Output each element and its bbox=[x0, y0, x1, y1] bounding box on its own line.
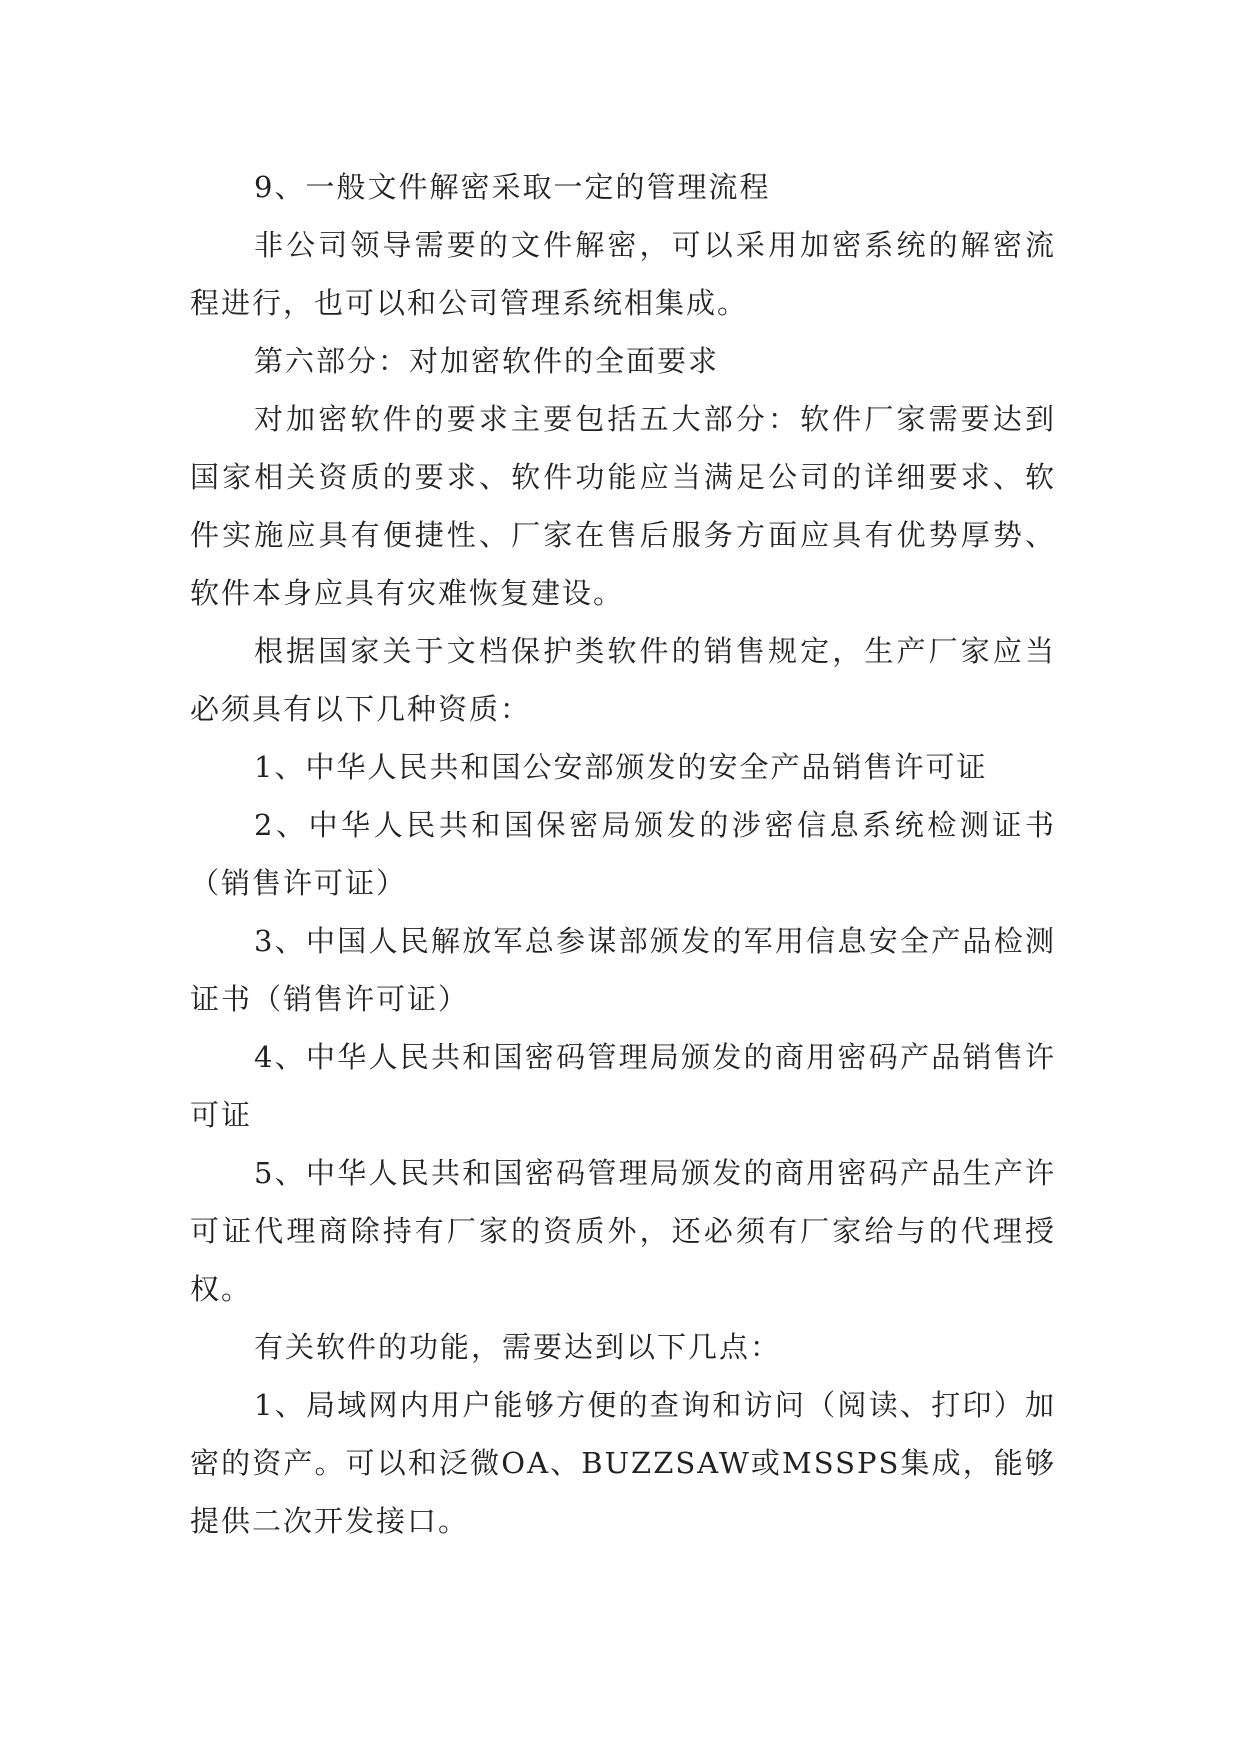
list-item-qualification-2: 2、中华人民共和国保密局颁发的涉密信息系统检测证书（销售许可证） bbox=[190, 808, 1056, 900]
list-item-function-1: 1、局域网内用户能够方便的查询和访问（阅读、打印）加密的资产。可以和泛微OA、BUZZSAW或MSSPS集成，能够提供二次开发接口。 bbox=[190, 1388, 1056, 1538]
paragraph-functions-intro: 有关软件的功能，需要达到以下几点： bbox=[254, 1330, 782, 1364]
section-heading-part-six: 第六部分：对加密软件的全面要求 bbox=[254, 344, 720, 378]
paragraph-requirements-overview: 对加密软件的要求主要包括五大部分：软件厂家需要达到国家相关资质的要求、软件功能应当满足公司的详细要求、软件实施应具有便捷性、厂家在售后服务方面应具有优势厚势、软件本身应具有灾难恢复建设。 bbox=[190, 402, 1056, 610]
paragraph-heading-9: 9、一般文件解密采取一定的管理流程 bbox=[254, 170, 771, 204]
document-body bbox=[190, 158, 1056, 1550]
list-item-qualification-3: 3、中国人民解放军总参谋部颁发的军用信息安全产品检测证书（销售许可证） bbox=[190, 924, 1056, 1016]
list-item-qualification-4: 4、中华人民共和国密码管理局颁发的商用密码产品销售许可证 bbox=[190, 1040, 1056, 1132]
paragraph-decryption-process: 非公司领导需要的文件解密，可以采用加密系统的解密流程进行，也可以和公司管理系统相集成。 bbox=[190, 228, 1056, 320]
list-item-qualification-5: 5、中华人民共和国密码管理局颁发的商用密码产品生产许可证代理商除持有厂家的资质外，还必须有厂家给与的代理授权。 bbox=[190, 1156, 1056, 1306]
list-item-qualification-1: 1、中华人民共和国公安部颁发的安全产品销售许可证 bbox=[254, 750, 988, 784]
paragraph-qualifications-intro: 根据国家关于文档保护类软件的销售规定，生产厂家应当必须具有以下几种资质： bbox=[190, 634, 1056, 726]
